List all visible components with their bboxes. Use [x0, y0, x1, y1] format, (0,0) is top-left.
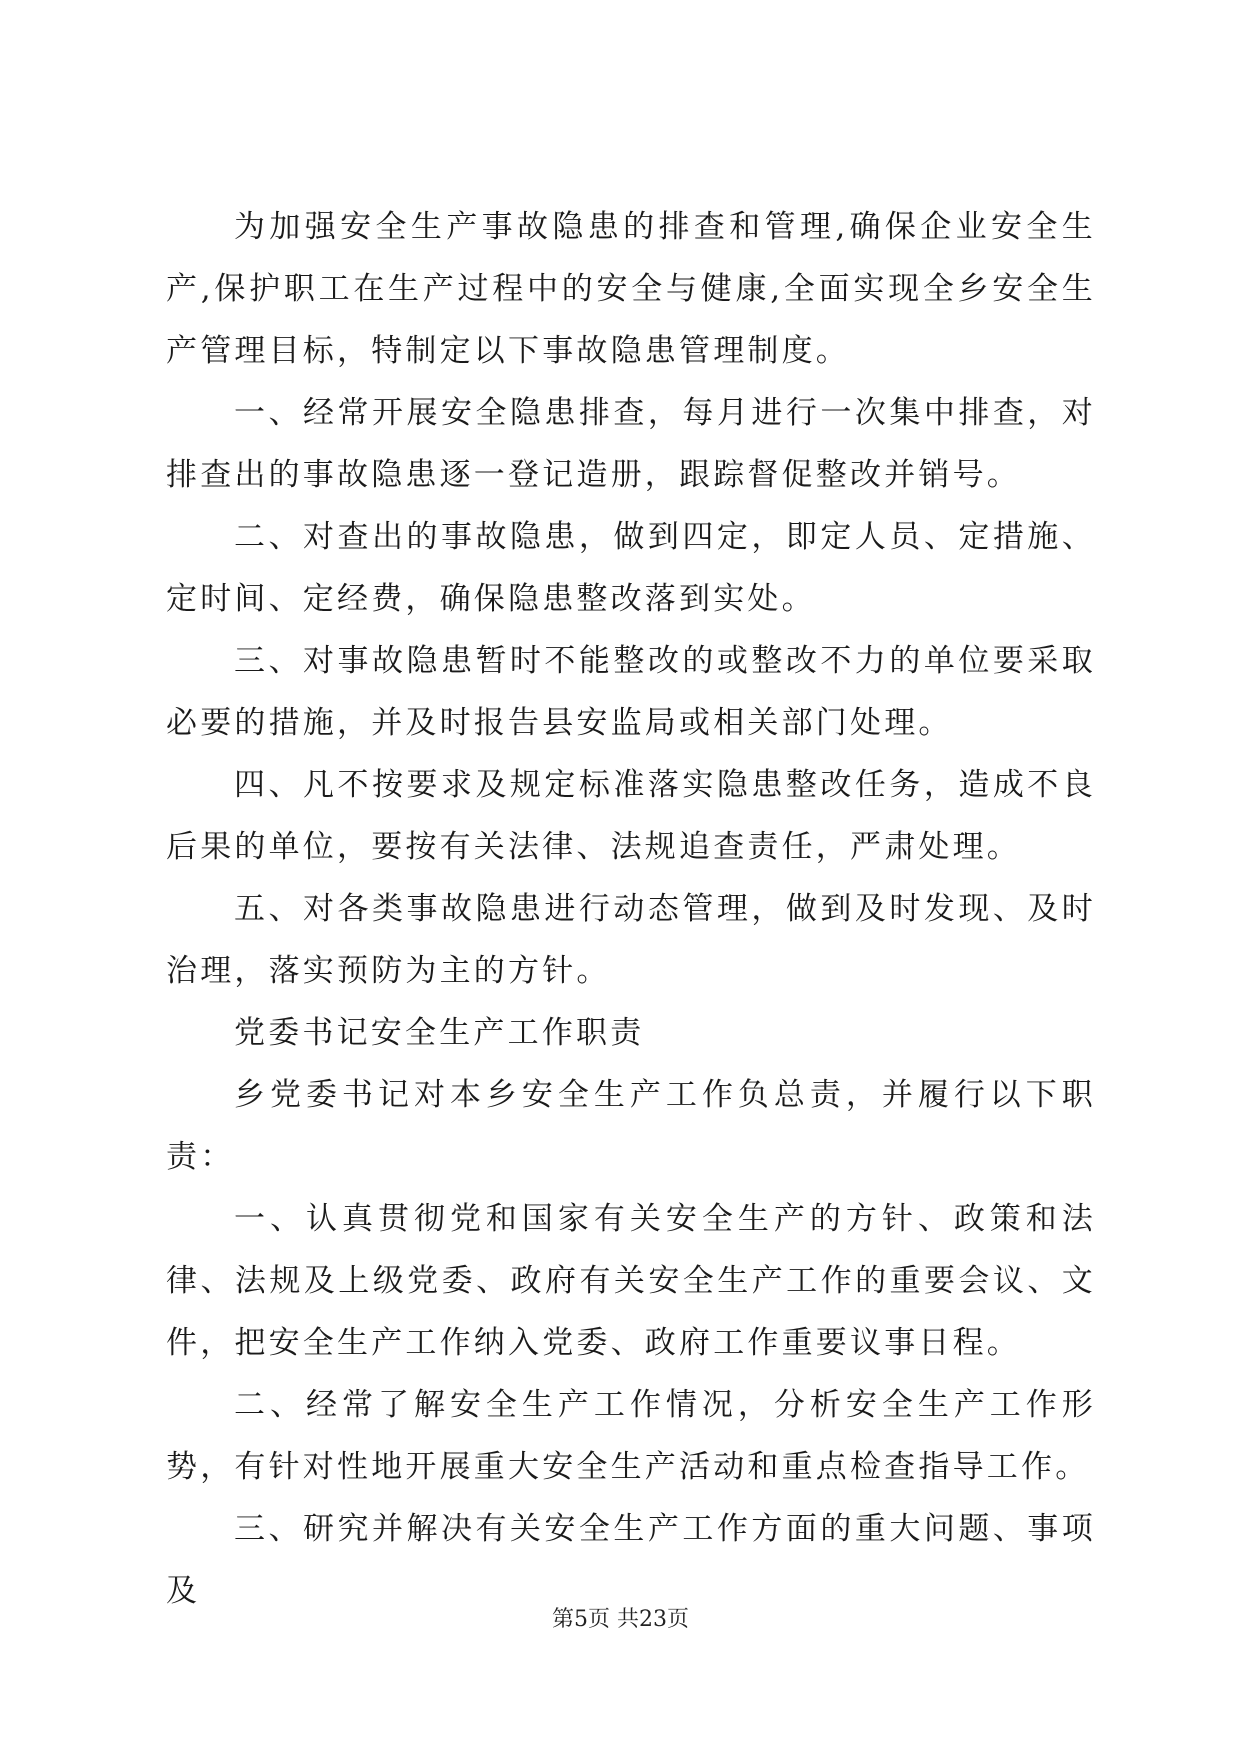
- paragraph: 四、凡不按要求及规定标准落实隐患整改任务，造成不良后果的单位，要按有关法律、法规追查责任，严肃处理。: [166, 767, 1096, 865]
- section-heading: 党委书记安全生产工作职责: [234, 1015, 645, 1051]
- document-body: [166, 196, 1096, 1622]
- paragraph: 三、研究并解决有关安全生产工作方面的重大问题、事项及: [166, 1511, 1096, 1609]
- page-number-label: 第5页 共23页: [552, 1607, 689, 1632]
- paragraph: 一、经常开展安全隐患排查，每月进行一次集中排查，对排查出的事故隐患逐一登记造册，跟踪督促整改并销号。: [166, 395, 1096, 493]
- paragraph: 为加强安全生产事故隐患的排查和管理,确保企业安全生产,保护职工在生产过程中的安全与健康,全面实现全乡安全生产管理目标，特制定以下事故隐患管理制度。: [166, 209, 1096, 369]
- paragraph: 三、对事故隐患暂时不能整改的或整改不力的单位要采取必要的措施，并及时报告县安监局或相关部门处理。: [166, 643, 1096, 741]
- paragraph: 二、对查出的事故隐患，做到四定，即定人员、定措施、定时间、定经费，确保隐患整改落到实处。: [166, 519, 1096, 617]
- paragraph: 一、认真贯彻党和国家有关安全生产的方针、政策和法律、法规及上级党委、政府有关安全生产工作的重要会议、文件，把安全生产工作纳入党委、政府工作重要议事日程。: [166, 1201, 1096, 1361]
- paragraph: 二、经常了解安全生产工作情况，分析安全生产工作形势，有针对性地开展重大安全生产活动和重点检查指导工作。: [166, 1387, 1096, 1485]
- paragraph: 乡党委书记对本乡安全生产工作负总责，并履行以下职责：: [166, 1077, 1096, 1175]
- paragraph: 五、对各类事故隐患进行动态管理，做到及时发现、及时治理，落实预防为主的方针。: [166, 891, 1096, 989]
- page-footer: [0, 1605, 1241, 1635]
